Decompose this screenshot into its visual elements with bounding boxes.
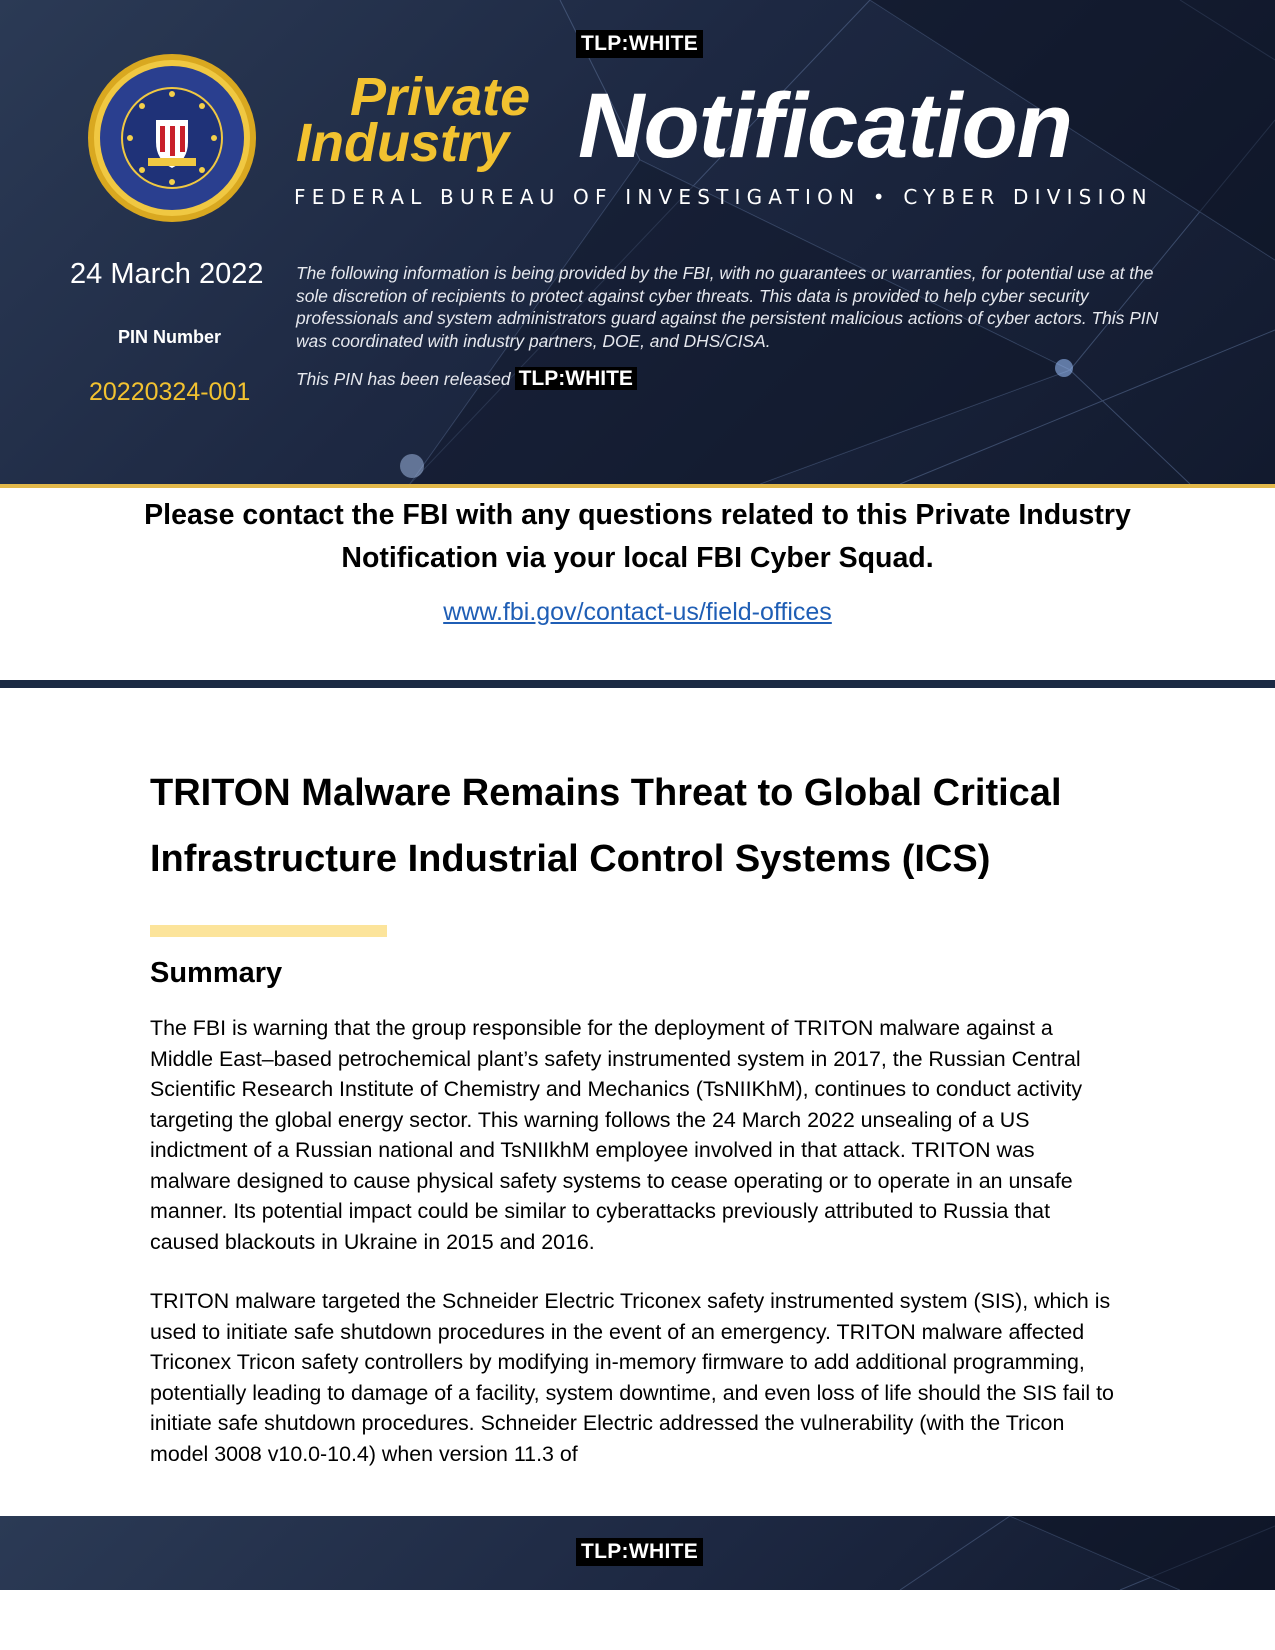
fbi-seal-icon xyxy=(86,52,258,224)
pin-label: PIN Number xyxy=(118,327,222,347)
contact-message: Please contact the FBI with any questions related to this Private Industry Notification via your local FBI Cyber Squad. xyxy=(144,499,1131,574)
disclaimer-text: The following information is being provided by the FBI, with no guarantees or warranties, for potential use at the sole discretion of recipients to protect against cyber threats. This data is provided to help cyber security professionals and system administrators guard against the persistent malicious actions of cyber actors. This PIN was coordinated with industry partners, DOE, and DHS/CISA. xyxy=(296,263,1159,351)
summary-paragraph-2: TRITON malware targeted the Schneider Electric Triconex safety instrumented system (SIS), which is used to initiate safe shutdown procedures in the event of an emergency. TRITON malware affected Triconex Tricon safety controllers by modifying in-memory firmware to add additional programming, potentially leading to damage of a facility, system downtime, and even loss of life should the SIS fail to initiate safe shutdown procedures. Schneider Electric addressed the vulnerability (with the Tricon model 3008 v10.0-10.4) when version 11.3 of xyxy=(150,1289,1114,1466)
title-private: Private xyxy=(350,67,531,127)
pin-number: 20220324-001 xyxy=(89,378,251,406)
summary-heading: Summary xyxy=(150,957,283,989)
navy-divider xyxy=(0,680,1275,688)
header-banner xyxy=(0,0,1275,484)
publication-date: 24 March 2022 xyxy=(70,258,264,290)
summary-paragraph-1: The FBI is warning that the group responsible for the deployment of TRITON malware against a Middle East–based petrochemical plant’s safety instrumented system in 2017, the Russian Central Scientific Research Institute of Chemistry and Mechanics (TsNIIKhM), continues to conduct activity targeting the global energy sector. This warning follows the 24 March 2022 unsealing of a US indictment of a Russian national and TsNIIkhM employee involved in that attack. TRITON was malware designed to cause physical safety systems to cease operating or to operate in an unsafe manner. Its potential impact could be similar to cyberattacks previously attributed to Russia that caused blackouts in Ukraine in 2015 and 2016. xyxy=(150,1016,1083,1254)
gold-divider xyxy=(0,484,1275,488)
footer-banner xyxy=(0,1516,1275,1590)
division-line: FEDERAL BUREAU OF INVESTIGATION • CYBER DIVISION xyxy=(294,185,1153,209)
release-tlp-badge: TLP:WHITE xyxy=(515,367,637,390)
title-industry: Industry xyxy=(296,113,510,173)
release-text: This PIN has been released xyxy=(296,369,511,389)
title-notification: Notification xyxy=(578,75,1072,177)
field-offices-link[interactable]: www.fbi.gov/contact-us/field-offices xyxy=(443,598,832,626)
title-accent-bar xyxy=(150,925,387,937)
document-title: TRITON Malware Remains Threat to Global Critical Infrastructure Industrial Control Systems (ICS) xyxy=(150,772,1062,880)
release-line xyxy=(296,365,637,393)
tlp-footer-badge: TLP:WHITE xyxy=(576,1538,703,1566)
tlp-top-badge: TLP:WHITE xyxy=(576,30,703,58)
